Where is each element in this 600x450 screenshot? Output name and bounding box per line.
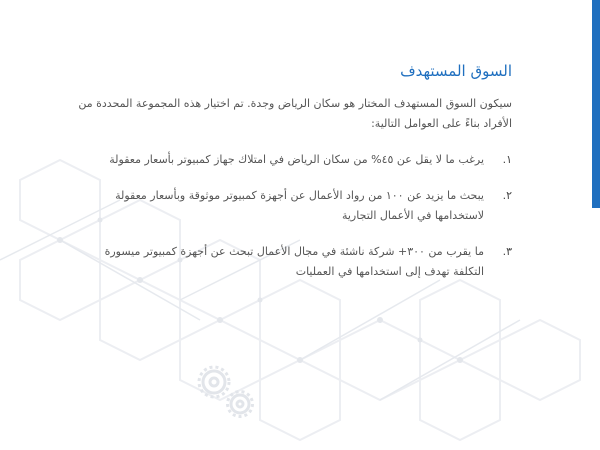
list-item (72, 242, 512, 282)
slide-title: السوق المستهدف (400, 62, 512, 80)
gear-icon (203, 371, 249, 413)
factors-list (72, 150, 512, 298)
accent-bar (592, 0, 600, 208)
list-item (72, 150, 512, 170)
list-item-text: يبحث ما يزيد عن ١٠٠ من رواد الأعمال عن أجهزة كمبيوتر موثوقة وبأسعار معقولة لاستخدامها في الأعمال التجارية (115, 189, 484, 222)
list-item-number: ٢. (502, 189, 512, 202)
list-item-text: ما يقرب من ٣٠٠+ شركة ناشئة في مجال الأعمال تبحث عن أجهزة كمبيوتر ميسورة التكلفة تهدف إلى استخدامها في العمليات (104, 245, 484, 278)
list-item-number: ١. (502, 153, 512, 166)
list-item (72, 186, 512, 226)
list-item-number: ٣. (502, 245, 512, 258)
intro-paragraph: سيكون السوق المستهدف المختار هو سكان الرياض وجدة. تم اختيار هذه المجموعة المحددة من الأفراد بناءً على العوامل التالية: (78, 97, 512, 130)
list-item-text: يرغب ما لا يقل عن ٤٥% من سكان الرياض في امتلاك جهاز كمبيوتر بأسعار معقولة (109, 153, 484, 166)
